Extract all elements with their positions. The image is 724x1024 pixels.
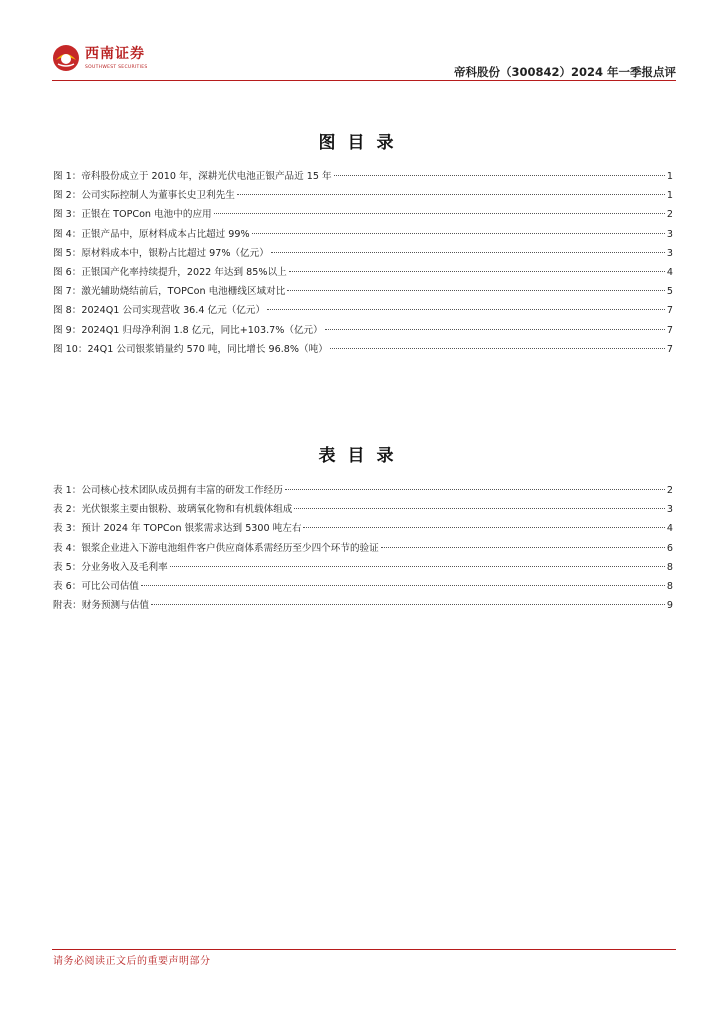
dot-leader [214, 213, 665, 214]
toc-page-number: 3 [666, 504, 673, 516]
figure-list-item[interactable] [53, 245, 673, 264]
company-logo [52, 44, 148, 72]
toc-entry-label: 图 2：公司实际控制人为董事长史卫利先生 [53, 190, 235, 202]
dot-leader [287, 290, 665, 291]
toc-page-number: 3 [666, 228, 673, 240]
toc-page-number: 1 [666, 171, 673, 182]
toc-page-number: 7 [666, 305, 673, 317]
footer-disclaimer: 请务必阅读正文后的重要声明部分 [53, 956, 211, 967]
southwest-securities-logo-icon [52, 44, 80, 72]
dot-leader [303, 527, 664, 528]
table-list-item[interactable] [53, 597, 673, 616]
figure-list [53, 168, 673, 360]
dot-leader [381, 547, 665, 548]
toc-entry-label: 表 3：预计 2024 年 TOPCon 银浆需求达到 5300 吨左右 [53, 523, 302, 535]
figure-list-item[interactable] [53, 341, 673, 360]
table-list-item[interactable] [53, 578, 673, 597]
toc-entry-label: 图 8：2024Q1 公司实现营收 36.4 亿元（亿元） [53, 305, 266, 317]
figure-list-item[interactable] [53, 264, 673, 283]
figure-list-item[interactable] [53, 206, 673, 225]
dot-leader [170, 566, 665, 567]
toc-entry-label: 表 4：银浆企业进入下游电池组件客户供应商体系需经历至少四个环节的验证 [53, 542, 379, 554]
toc-entry-label: 图 6：正银国产化率持续提升，2022 年达到 85%以上 [53, 266, 287, 278]
table-list-item[interactable] [53, 501, 673, 520]
toc-page-number: 8 [666, 561, 673, 573]
figure-list-item[interactable] [53, 302, 673, 321]
toc-page-number: 2 [666, 209, 673, 221]
toc-page-number: 9 [666, 600, 673, 612]
toc-entry-label: 表 1：公司核心技术团队成员拥有丰富的研发工作经历 [53, 485, 283, 496]
table-list-item[interactable] [53, 520, 673, 539]
toc-entry-label: 表 6：可比公司估值 [53, 580, 139, 592]
toc-entry-label: 图 3：正银在 TOPCon 电池中的应用 [53, 209, 212, 221]
toc-page-number: 4 [666, 266, 673, 278]
dot-leader [252, 233, 665, 234]
dot-leader [325, 329, 665, 330]
logo-chinese-name: 西南证券 [85, 46, 145, 62]
dot-leader [334, 175, 665, 176]
table-list-item[interactable] [53, 540, 673, 559]
footer-divider [52, 949, 676, 950]
dot-leader [141, 585, 665, 586]
toc-page-number: 7 [666, 324, 673, 336]
table-list-item[interactable] [53, 482, 673, 501]
dot-leader [267, 309, 665, 310]
table-list [53, 482, 673, 616]
toc-entry-label: 图 4：正银产品中，原材料成本占比超过 99% [53, 228, 250, 240]
figure-list-item[interactable] [53, 226, 673, 245]
dot-leader [294, 508, 664, 509]
figure-list-item[interactable] [53, 187, 673, 206]
toc-page-number: 7 [666, 343, 673, 355]
page-header [52, 40, 676, 82]
toc-entry-label: 表 5：分业务收入及毛利率 [53, 561, 168, 573]
toc-entry-label: 图 5：原材料成本中，银粉占比超过 97%（亿元） [53, 247, 269, 259]
dot-leader [285, 489, 665, 490]
dot-leader [271, 252, 665, 253]
toc-page-number: 8 [666, 580, 673, 592]
toc-page-number: 3 [666, 247, 673, 259]
table-list-item[interactable] [53, 559, 673, 578]
logo-english-name: SOUTHWEST SECURITIES [85, 65, 148, 70]
dot-leader [151, 604, 665, 605]
toc-entry-label: 表 2：光伏银浆主要由银粉、玻璃氧化物和有机载体组成 [53, 504, 293, 516]
dot-leader [237, 194, 665, 195]
figure-list-item[interactable] [53, 168, 673, 187]
toc-page-number: 4 [666, 523, 673, 535]
toc-entry-label: 图 10：24Q1 公司银浆销量约 570 吨，同比增长 96.8%（吨） [53, 343, 328, 355]
toc-page-number: 1 [666, 190, 673, 202]
header-divider [52, 80, 676, 81]
toc-page-number: 6 [666, 542, 673, 554]
figure-list-item[interactable] [53, 322, 673, 341]
report-title: 帝科股份（300842）2024 年一季报点评 [453, 65, 676, 79]
toc-entry-label: 附表：财务预测与估值 [53, 600, 149, 612]
toc-entry-label: 图 1：帝科股份成立于 2010 年，深耕光伏电池正银产品近 15 年 [53, 171, 332, 182]
toc-page-number: 5 [666, 286, 673, 298]
toc-entry-label: 图 9：2024Q1 归母净利润 1.8 亿元，同比+103.7%（亿元） [53, 324, 323, 336]
toc-entry-label: 图 7：激光辅助烧结前后，TOPCon 电池栅线区域对比 [53, 286, 286, 298]
table-list-title: 表目录 [318, 446, 406, 466]
figure-list-title: 图目录 [318, 133, 406, 153]
dot-leader [289, 271, 665, 272]
dot-leader [330, 348, 665, 349]
toc-page-number: 2 [666, 485, 673, 496]
figure-list-item[interactable] [53, 283, 673, 302]
